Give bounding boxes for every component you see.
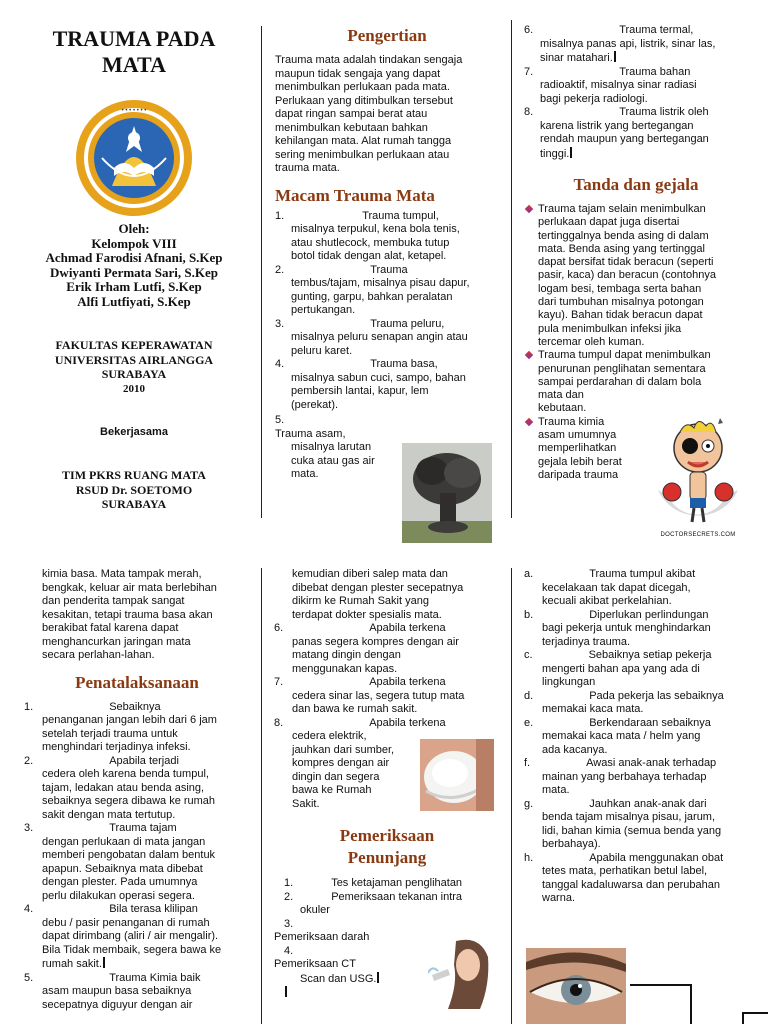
list-item: 5. Trauma Kimia baik asam maupun basa sebaiknya secepatnya diguyur dengan air	[24, 971, 201, 1011]
item-line: cuka atau gas air	[291, 454, 375, 467]
macam-heading: Macam Trauma Mata	[275, 185, 435, 205]
item-number: 6.	[274, 622, 284, 634]
bullet-item: Trauma tajam selain menimbulkan perlukaan dapat juga disertai tertinggalnya benda asing di dalam mata. Benda asing yang tertinggal dapat bersifat tidak beracun (seperti pasir, kaca) dan beracun (contohnya logam besi, tembaga serta bahan dari tumbuhan misalnya potongan kayu). Bahan tidak beracun dapat pula menimbulkan infeksi jika tercemar oleh kuman.	[524, 203, 748, 349]
divider-top-2	[511, 20, 512, 518]
item-title: Trauma tumpul,	[362, 209, 439, 222]
divider-bottom-2	[511, 568, 512, 1024]
divider-bottom-1	[261, 568, 262, 1024]
text-line: kehilangan mata. Alat rumah tangga	[275, 135, 452, 147]
item-line: Trauma asam,	[275, 427, 346, 440]
team-line-3: SURABAYA	[101, 497, 167, 511]
collaboration-label: Bekerjasama	[100, 426, 168, 438]
faculty-block	[20, 338, 248, 396]
university-seal-logo	[74, 98, 194, 218]
item-line: botol tidak dengan alat, ketapel.	[291, 250, 447, 262]
list-item	[275, 358, 499, 412]
text-cursor	[614, 51, 616, 62]
list-item: f. Awasi anak-anak terhadap mainan yang berbahaya terhadap mata.	[524, 757, 717, 796]
item-number: 5.	[275, 414, 285, 426]
list-item: g. Jauhkan anak-anak dari benda tajam misalnya pisau, jarum, lidi, bahan kimia (semua benda yang berbahaya).	[524, 797, 722, 850]
item-number: 2.	[275, 263, 285, 276]
text-line: dapat ringan sampai berat atau	[275, 108, 428, 120]
text-cursor	[570, 147, 572, 158]
list-item: 8. Apabila terkena cedera elektrik, jauhkan dari sumber, kompres dengan air dingin dan segera bawa ke Rumah Sakit.	[274, 716, 446, 810]
list-item: 2. Pemeriksaan tekanan intra	[284, 890, 463, 903]
faculty-line-3: SURABAYA	[101, 367, 167, 381]
explosion-photo	[402, 443, 492, 543]
eye-drop-woman-photo	[428, 935, 494, 1009]
item-line: bagi pekerja radiologi.	[540, 92, 648, 105]
pemeriksaan-heading: Pemeriksaan Penunjang	[339, 826, 435, 867]
item-line: (perekat).	[291, 398, 339, 411]
item-title: Trauma termal,	[619, 24, 694, 36]
connector-line	[744, 1012, 768, 1014]
pencegahan-panel	[524, 568, 750, 906]
cartoon-credit: DOCTORSECRETS.COM	[660, 532, 736, 538]
list-item: 1. Tes ketajaman penglihatan	[284, 877, 463, 889]
item-line: tembus/tajam, misalnya pisau dapur,	[291, 277, 470, 289]
text-cursor	[103, 957, 105, 968]
item-number: 3.	[24, 822, 34, 834]
item-line: misalnya terpukul, kena bola tenis,	[291, 223, 460, 235]
pengertian-panel	[275, 26, 499, 482]
connector-line	[630, 984, 692, 986]
item-number: 1.	[275, 209, 285, 222]
list-item	[275, 264, 499, 318]
faculty-line-2: UNIVERSITAS AIRLANGGA	[54, 352, 214, 367]
member-4: Alfi Lutfiyati, S.Kep	[77, 293, 191, 309]
penatalaksanaan-heading: Penatalaksanaan	[75, 672, 199, 692]
item-line: misalnya larutan	[291, 441, 372, 453]
list-item: d. Pada pekerja las sebaiknya memakai kaca mata.	[524, 689, 724, 715]
list-item: 7. Apabila terkena cedera sinar las, segera tutup mata dan bawa ke rumah sakit.	[274, 676, 465, 715]
member-1: Achmad Farodisi Afnani, S.Kep	[45, 250, 223, 265]
intro-paragraph: kemudian diberi salep mata dan dibebat dengan plester secepatnya dikirm ke Rumah Sakit yang terdapat dokter spesialis mata.	[292, 568, 464, 621]
item-line: tinggi.	[540, 147, 748, 162]
pemeriksaan-list: 1. Tes ketajaman penglihatan 2. Pemeriksaan tekanan intra okuler 3. Pemeriksaan darah 4. Pemeriksaan CT Scan dan USG.	[274, 877, 500, 1001]
list-item: 4. Bila terasa klilipan debu / pasir penanganan di rumah dapat dirimbang (aliri / air mengalir). Bila Tidak membaik, segera bawa ke rumah sakit.	[24, 903, 222, 970]
tanda-heading: Tanda dan gejala	[573, 175, 699, 194]
list-item: b. Diperlukan perlindungan bagi pekerja untuk menghindarkan terjadinya trauma.	[524, 608, 711, 648]
connector-line	[690, 984, 692, 1024]
item-title: Trauma bahan	[619, 65, 691, 78]
item-line: karena listrik yang bertegangan	[540, 119, 694, 132]
cover-panel	[20, 26, 248, 511]
item-line: misalnya panas api, listrik, sinar las,	[540, 37, 716, 50]
item-number: c.	[524, 649, 533, 661]
item-line: gunting, garpu, bahkan peralatan	[291, 290, 453, 303]
item-line: misalnya peluru senapan angin atau	[291, 331, 468, 343]
item-line: misalnya sabun cuci, sampo, bahan	[291, 371, 466, 384]
item-number: 7.	[274, 676, 284, 688]
bullet-item: Trauma tumpul dapat menimbulkan penurunan penglihatan sementara sampai perdarahan di dalam bola mata dan kebutaan.	[524, 349, 748, 415]
faculty-year: 2010	[123, 382, 145, 395]
authors-block	[20, 222, 248, 309]
list-item: e. Berkendaraan sebaiknya memakai kaca mata / helm yang ada kacanya.	[524, 716, 711, 756]
leaflet-title	[20, 26, 248, 78]
item-number: 5.	[24, 971, 34, 984]
item-number: 3.	[275, 317, 285, 330]
list-item	[275, 210, 499, 264]
item-number: 6.	[524, 24, 534, 36]
list-item: 1. Sebaiknya penanganan jangan lebih dari 6 jam setelah terjadi trauma untuk menghindari terjadinya infeksi.	[24, 700, 217, 753]
item-line: sinar matahari.	[540, 51, 748, 66]
item-number: a.	[524, 568, 534, 580]
text-line: Perlukaan yang ditimbulkan tersebut	[275, 94, 453, 107]
connector-line	[742, 1012, 744, 1024]
text-cursor	[377, 972, 379, 983]
item-number: b.	[524, 608, 534, 621]
divider-top-1	[261, 26, 262, 518]
team-line-1: TIM PKRS RUANG MATA	[62, 468, 206, 482]
list-item: 6. Apabila terkena panas segera kompres dengan air matang dingin dengan menggunakan kapas.	[274, 622, 459, 675]
text-line: maupun tidak sengaja yang dapat	[275, 67, 441, 80]
item-number: 4.	[24, 903, 34, 915]
bandaged-eye-photo	[420, 739, 494, 811]
item-number: g.	[524, 797, 534, 810]
item-line: peluru karet.	[291, 344, 353, 357]
item-title: Trauma	[370, 263, 408, 276]
text-line: trauma mata.	[275, 162, 340, 174]
text-line: menimbulkan kebutaan bahkan	[275, 121, 428, 134]
list-item	[524, 66, 748, 107]
penatalaksanaan-panel	[24, 568, 250, 1012]
eye-closeup-photo	[526, 948, 626, 1024]
item-line: rendah maupun yang bertegangan	[540, 133, 709, 145]
item-line: radioaktif, misalnya sinar radiasi	[540, 79, 697, 91]
item-number: 7.	[524, 65, 534, 78]
text-line: menimbulkan perlukaan pada mata.	[275, 81, 450, 93]
list-item: h. Apabila menggunakan obat tetes mata, perhatikan betul label, tanggal kadaluwarsa dan perubahan warna.	[524, 851, 724, 904]
text-line: Trauma mata adalah tindakan sengaja	[275, 54, 463, 66]
item-line: mata.	[291, 468, 319, 480]
text-cursor	[285, 986, 287, 997]
title-line-2: MATA	[102, 52, 166, 77]
text-line: sering menimbulkan perlukaan atau	[275, 148, 450, 161]
pengertian-text	[275, 54, 499, 176]
item-line: pertukangan.	[291, 304, 356, 316]
list-item: 2. Apabila terjadi cedera oleh karena benda tumpul, tajam, ledakan atau benda asing, sebaiknya segera dibawa ke rumah sakit dengan mata tertutup.	[24, 754, 216, 821]
item-number: d.	[524, 689, 534, 702]
list-item: c. Sebaiknya setiap pekerja mengerti bahan apa yang ada di lingkungan	[524, 649, 712, 688]
intro-paragraph: kimia basa. Mata tampak merah, bengkak, keluar air mata berlebihan dan penderita tampak sangat kesakitan, tetapi trauma basa akan berakibat fatal karena dapat menghancurkan jaringan mata secara perlahan-lahan.	[42, 568, 217, 661]
item-number: 2.	[24, 754, 34, 767]
list-item: 3. Trauma tajam dengan perlukaan di mata jangan memberi pengobatan dalam bentuk apapun. Sebaiknya mata dibebat dengan plester. Pada umumnya perlu dilakukan operasi segera.	[24, 822, 216, 902]
title-line-1: TRAUMA PADA	[52, 26, 216, 51]
team-block	[20, 468, 248, 512]
pengertian-heading: Pengertian	[347, 26, 427, 45]
item-title: Trauma listrik oleh	[619, 106, 709, 118]
by-label: Oleh:	[118, 221, 150, 236]
list-item: a. Trauma tumpul akibat kecelakaan tak dapat dicegah, kecuali akibat perkelahian.	[524, 568, 696, 607]
team-line-2: RSUD Dr. SOETOMO	[75, 482, 193, 497]
item-number: h.	[524, 851, 534, 864]
penatalaksanaan-list	[24, 701, 250, 1013]
group-name: Kelompok VIII	[91, 235, 177, 251]
item-number: e.	[524, 716, 534, 729]
item-number: 8.	[274, 716, 284, 729]
item-number: 8.	[524, 106, 534, 118]
item-number: 4.	[275, 358, 285, 370]
member-3: Erik Irham Lutfi, S.Kep	[66, 279, 202, 294]
item-title: Trauma peluru,	[370, 317, 445, 330]
item-number: 1.	[24, 700, 34, 713]
macam-list	[275, 210, 499, 482]
boxer-cartoon-illustration	[650, 412, 746, 534]
list-item	[524, 24, 748, 66]
item-line: pembersih lantai, kapur, lem	[291, 385, 429, 397]
item-line: atau shutlecock, membuka tutup	[291, 236, 450, 249]
item-title: Trauma basa,	[370, 358, 438, 370]
faculty-line-1: FAKULTAS KEPERAWATAN	[55, 338, 213, 352]
list-item	[275, 318, 499, 359]
svg-text:• • • • • • •: • • • • • • •	[121, 108, 147, 114]
bullet-item: Trauma kimia asam umumnya memperlihatkan gejala lebih berat daripada trauma	[524, 416, 748, 482]
member-2: Dwiyanti Permata Sari, S.Kep	[50, 264, 218, 280]
list-item	[524, 106, 748, 161]
item-number: f.	[524, 757, 531, 769]
